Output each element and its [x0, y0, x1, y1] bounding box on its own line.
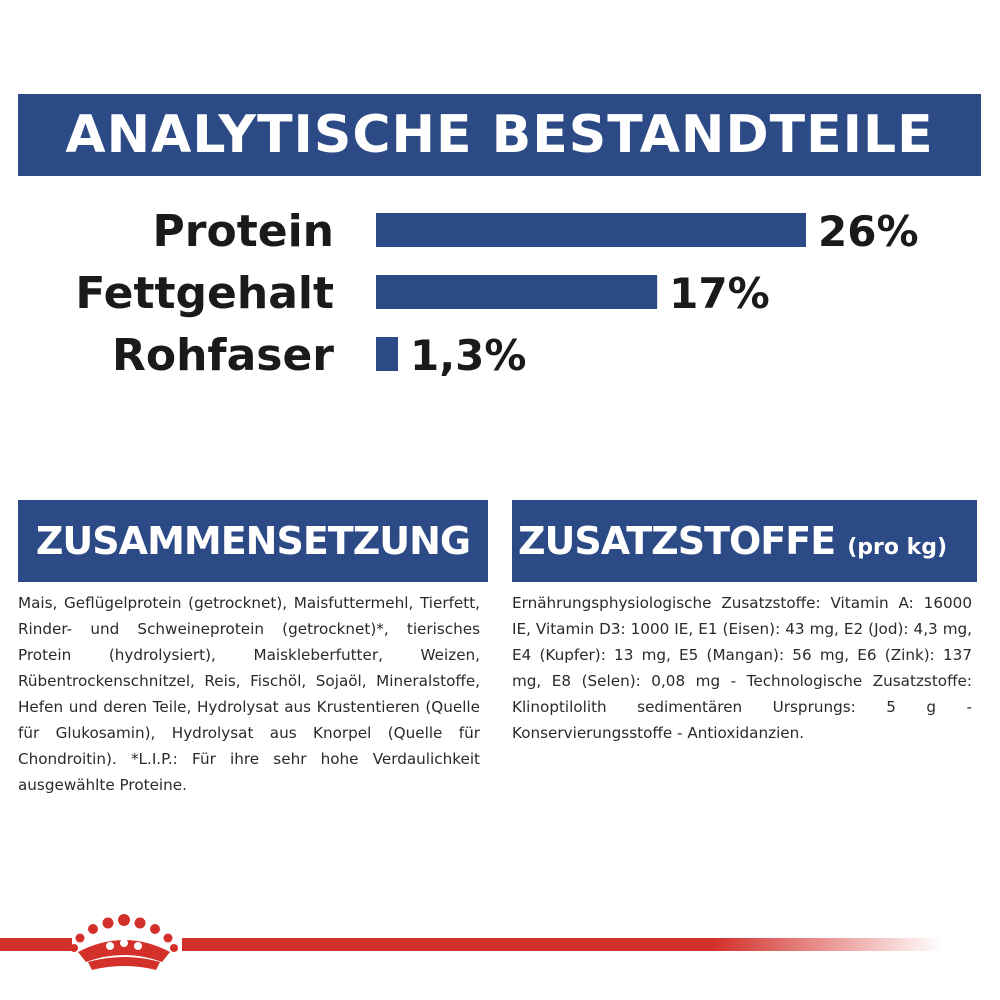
title-banner — [18, 94, 981, 176]
footer-stripe-right — [182, 938, 942, 951]
category-label-protein: Protein — [152, 206, 334, 257]
additives-text: Ernährungsphysiologische Zusatzstoffe: Vitamin A: 16000 IE, Vitamin D3: 1000 IE, E1 (Eisen): 43 mg, E2 (Jod): 4,3 mg, E4 (Kupfer): 13 mg, E5 (Mangan): 56 mg, E6 (Zink): 137 mg, E8 (Selen): 0,08 mg - Technologische Zusatzstoffe: Klinoptilolith sedimentären Ursprungs: 5 g - Konservierungsstoffe - Antioxidanzien. — [512, 594, 972, 742]
composition-heading: ZUSAMMENSETZUNG — [35, 519, 471, 563]
value-label-protein: 26% — [818, 207, 919, 256]
page-title: ANALYTISCHE BESTANDTEILE — [65, 105, 934, 165]
nutrient-bar-chart — [0, 190, 1000, 390]
additives-heading: ZUSATZSTOFFE — [518, 519, 836, 563]
category-label-fettgehalt: Fettgehalt — [75, 268, 334, 319]
category-label-rohfaser: Rohfaser — [112, 330, 334, 381]
bar-rohfaser — [376, 337, 398, 371]
additives-heading-banner — [512, 500, 977, 582]
value-label-rohfaser: 1,3% — [410, 331, 527, 380]
additives-heading-suffix: (pro kg) — [847, 534, 948, 560]
composition-heading-banner — [18, 500, 488, 582]
crown-logo-icon — [64, 912, 184, 974]
footer-stripe-left — [0, 938, 72, 951]
bar-fettgehalt — [376, 275, 657, 309]
composition-text: Mais, Geflügelprotein (getrocknet), Maisfuttermehl, Tierfett, Rinder- und Schweineprotein (getrocknet)*, tierisches Protein (hydrolysiert), Maiskleberfutter, Weizen, Rübentrockenschnitzel, Reis, Fischöl, Sojaöl, Mineralstoffe, Hefen und deren Teile, Hydrolysat aus Krustentieren (Quelle für Glukosamin), Hydrolysat aus Knorpel (Quelle für Chondroitin). *L.I.P.: Für ihre sehr hohe Verdaulichkeit ausgewählte Proteine. — [18, 594, 480, 794]
bar-protein — [376, 213, 806, 247]
value-label-fettgehalt: 17% — [669, 269, 770, 318]
